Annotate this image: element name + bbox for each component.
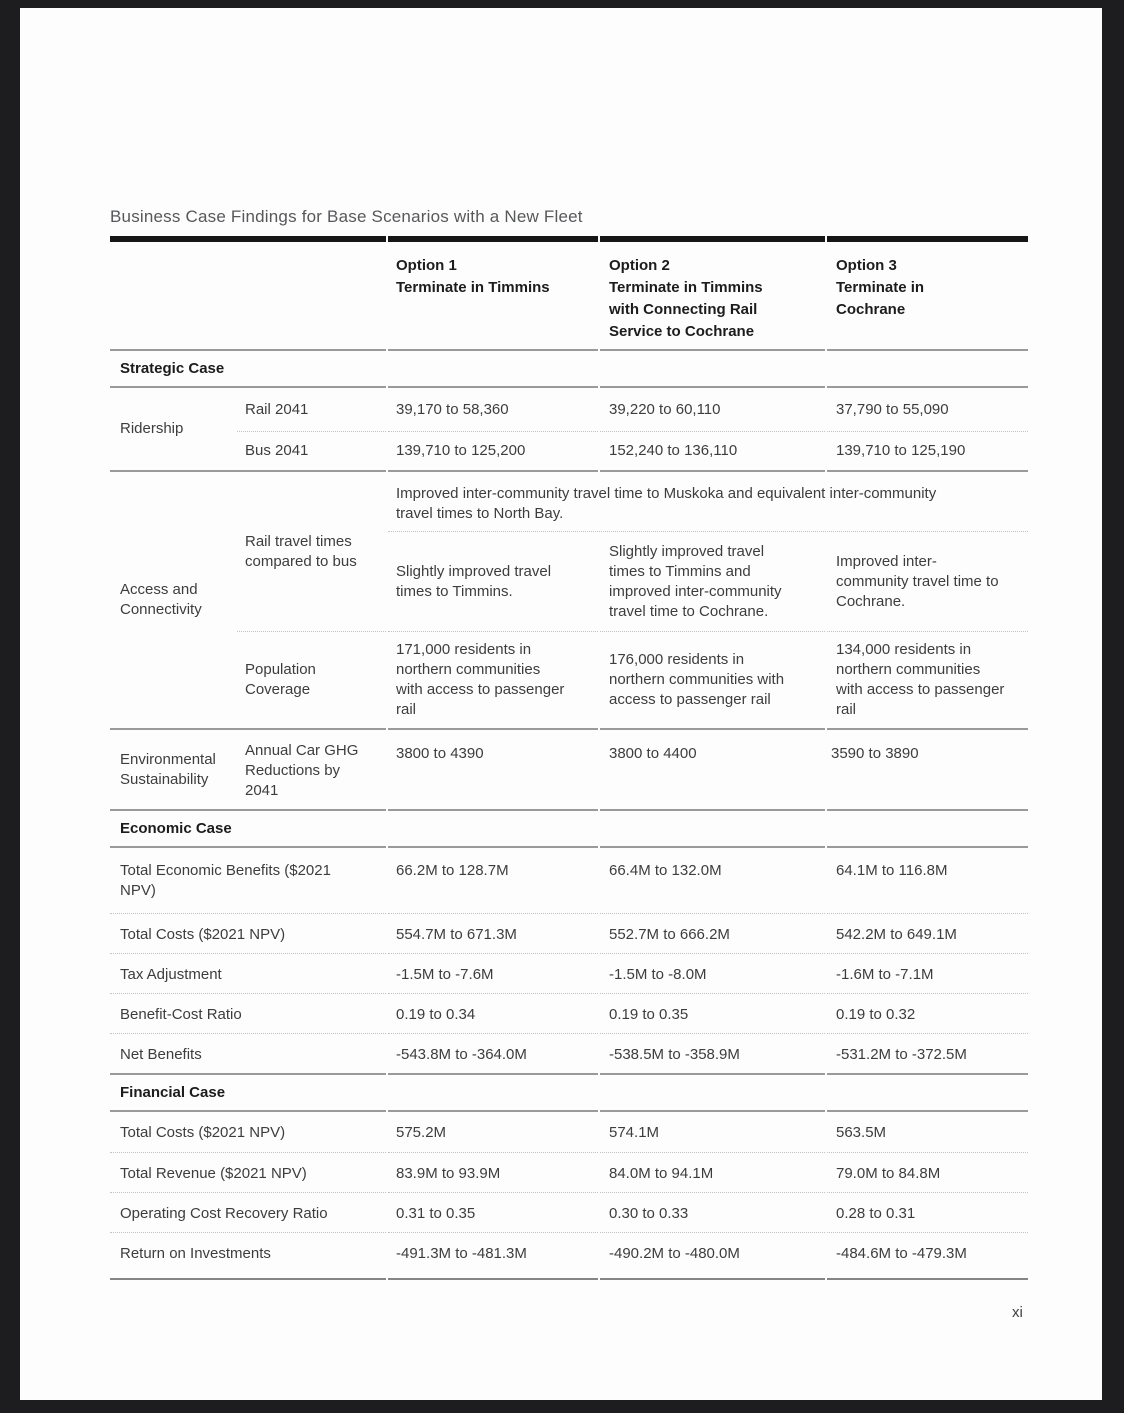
table-row: [110, 848, 1028, 913]
section-heading-strategic: [110, 351, 1028, 386]
row-group-label: Environmental Sustainability: [120, 750, 216, 788]
section-heading-label: Economic Case: [120, 820, 232, 837]
page-content: [110, 205, 1028, 1280]
page-number: xi: [1012, 1304, 1023, 1321]
table-row: [110, 1033, 1028, 1073]
value-cell: 152,240 to 136,110: [600, 431, 825, 470]
value-cell: 552.7M to 666.2M: [600, 913, 825, 953]
section-heading-label: Strategic Case: [120, 360, 225, 377]
value-cell: 0.19 to 0.34: [388, 993, 598, 1033]
value-cell: 176,000 residents in northern communities with access to passenger rail: [609, 651, 785, 708]
value-cell: 39,170 to 58,360: [396, 400, 509, 418]
value-cell: -490.2M to -480.0M: [600, 1232, 825, 1278]
row-label: Net Benefits: [110, 1033, 386, 1073]
row-label: Bus 2041: [237, 431, 386, 470]
value-cell: 134,000 residents in northern communities with access to passenger rail: [836, 641, 1005, 718]
table-row: [110, 1192, 1028, 1232]
column-header-option-2: [600, 242, 825, 349]
row-label: Population Coverage: [245, 661, 316, 698]
table-row: [110, 1152, 1028, 1192]
row-label: Tax Adjustment: [110, 953, 386, 993]
value-cell: 0.28 to 0.31: [827, 1192, 1028, 1232]
value-cell: 66.4M to 132.0M: [609, 862, 722, 879]
value-cell: -1.5M to -8.0M: [600, 953, 825, 993]
row-label: Operating Cost Recovery Ratio: [110, 1192, 386, 1232]
value-cell: 3800 to 4400: [609, 745, 697, 762]
row-group-label: Ridership: [120, 420, 184, 437]
section-heading-financial: [110, 1075, 1028, 1110]
section-heading-economic: [110, 811, 1028, 846]
table-row: [110, 1232, 1028, 1278]
column-header-option-1: [388, 242, 598, 349]
spanning-value-cell: Improved inter-community travel time to Muskoka and equivalent inter-community travel times to North Bay.: [388, 472, 1028, 532]
row-label: Return on Investments: [110, 1232, 386, 1278]
value-cell: -484.6M to -479.3M: [827, 1232, 1028, 1278]
value-cell: Slightly improved travel times to Timmins.: [388, 532, 598, 632]
value-cell: -543.8M to -364.0M: [388, 1033, 598, 1073]
value-cell: Slightly improved travel times to Timmins and improved inter-community travel time to Cochrane.: [600, 532, 825, 632]
value-cell: 66.2M to 128.7M: [396, 862, 509, 879]
value-cell: 3800 to 4390: [396, 745, 484, 762]
row-label: Total Costs ($2021 NPV): [110, 913, 386, 953]
option-3-subtitle: Terminate in Cochrane: [836, 279, 925, 318]
table-header-row: [110, 242, 1028, 349]
value-cell: 83.9M to 93.9M: [388, 1152, 598, 1192]
value-cell: -1.6M to -7.1M: [827, 953, 1028, 993]
option-1-subtitle: Terminate in Timmins: [396, 279, 550, 296]
value-cell: 0.30 to 0.33: [600, 1192, 825, 1232]
value-cell: 139,710 to 125,200: [388, 431, 598, 470]
access-connectivity-group: [110, 472, 1028, 728]
table-row: [110, 953, 1028, 993]
ridership-group: [110, 388, 1028, 470]
table-bottom-divider: [110, 1278, 1028, 1280]
table-title: Business Case Findings for Base Scenarios with a New Fleet: [110, 207, 583, 226]
option-2-subtitle: Terminate in Timmins with Connecting Rail Service to Cochrane: [609, 279, 763, 340]
value-cell: 563.5M: [836, 1124, 887, 1141]
row-label: Annual Car GHG Reductions by 2041: [245, 742, 359, 799]
row-label: Rail 2041: [245, 400, 309, 418]
value-cell: 64.1M to 116.8M: [836, 862, 948, 879]
document-page: [20, 8, 1102, 1400]
option-1-name: Option 1: [396, 257, 457, 274]
value-cell: 542.2M to 649.1M: [827, 913, 1028, 953]
value-cell: 0.19 to 0.35: [600, 993, 825, 1033]
row-group-label: Access and Connectivity: [120, 581, 202, 618]
value-cell: 575.2M: [396, 1124, 447, 1141]
value-cell: 79.0M to 84.8M: [827, 1152, 1028, 1192]
option-3-name: Option 3: [836, 257, 897, 274]
value-cell: -531.2M to -372.5M: [827, 1033, 1028, 1073]
value-cell: 84.0M to 94.1M: [600, 1152, 825, 1192]
value-cell: 574.1M: [609, 1124, 660, 1141]
value-cell: 37,790 to 55,090: [836, 400, 949, 418]
environmental-group: [110, 730, 1028, 809]
value-cell: 0.19 to 0.32: [827, 993, 1028, 1033]
value-cell: Improved inter-community travel time to Cochrane.: [827, 532, 1028, 632]
value-cell: 171,000 residents in northern communities with access to passenger rail: [396, 641, 565, 718]
column-header-option-3: [827, 242, 1028, 349]
value-cell: -1.5M to -7.6M: [388, 953, 598, 993]
value-cell: -491.3M to -481.3M: [388, 1232, 598, 1278]
header-spacer: [110, 242, 386, 349]
section-heading-label: Financial Case: [120, 1084, 226, 1101]
row-label: Total Costs ($2021 NPV): [120, 1124, 286, 1141]
value-cell: 3590 to 3890: [831, 745, 919, 762]
row-label: Total Revenue ($2021 NPV): [110, 1152, 386, 1192]
table-row: [110, 913, 1028, 953]
table-row: [110, 1112, 1028, 1152]
value-cell: 139,710 to 125,190: [827, 431, 1028, 470]
value-cell: 39,220 to 60,110: [609, 400, 721, 418]
row-label: Rail travel times compared to bus: [237, 472, 386, 632]
value-cell: 554.7M to 671.3M: [388, 913, 598, 953]
row-label: Total Economic Benefits ($2021 NPV): [120, 862, 331, 899]
table-row: [110, 993, 1028, 1033]
value-cell: 0.31 to 0.35: [388, 1192, 598, 1232]
option-2-name: Option 2: [609, 257, 670, 274]
value-cell: -538.5M to -358.9M: [600, 1033, 825, 1073]
row-label: Benefit-Cost Ratio: [110, 993, 386, 1033]
